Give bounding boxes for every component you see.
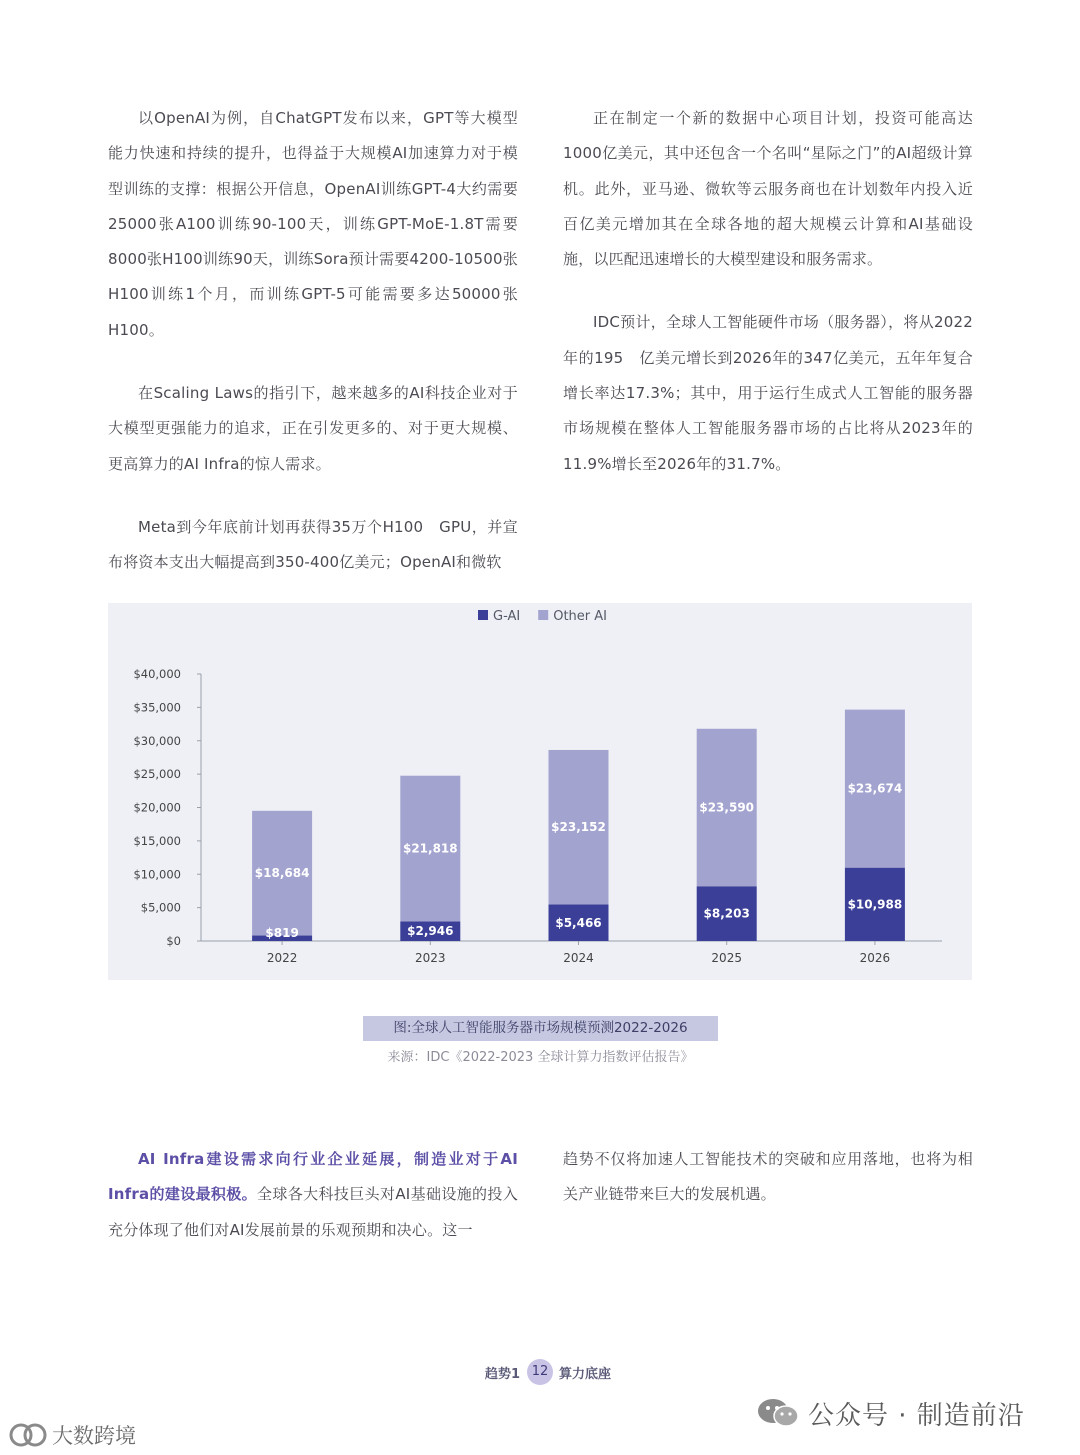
data-label-other-ai: $18,684 (254, 866, 310, 881)
legend-swatch (538, 610, 548, 620)
y-tick-label: $25,000 (133, 767, 181, 782)
paragraph-meta: Meta到今年底前计划再获得35万个H100 GPU，并宣布将资本支出大幅提高到350-400亿美元；OpenAI和微软 (108, 517, 518, 572)
bottom-left-column (108, 1142, 518, 1276)
data-label-g-ai: $819 (265, 926, 299, 940)
legend-label: G-AI (493, 609, 521, 624)
paragraph-ai-infra-rest: 全球各大科技巨头对AI基础设施的投入充分体现了他们对AI发展前景的乐观预期和决心。这一 (108, 1185, 518, 1239)
data-label-other-ai: $23,152 (551, 820, 606, 835)
data-label-g-ai: $2,946 (407, 924, 454, 939)
data-label-other-ai: $23,590 (699, 800, 755, 815)
data-label-g-ai: $10,988 (847, 897, 903, 912)
legend-label: Other AI (553, 609, 607, 624)
page-footer (0, 1358, 1080, 1388)
lead-sentence: AI Infra建设需求向行业企业延展，制造业对于AI Infra的建设最积极。 (108, 1150, 518, 1204)
bottom-right-column (563, 1142, 973, 1241)
footer-chapter-label: 算力底座 (559, 1367, 612, 1382)
paragraph-stargate: 正在制定一个新的数据中心项目计划，投资可能高达 1000亿美元，其中还包含一个名叫“星际之门”的AI超级计算机。此外，亚马逊、微软等云服务商也在计划数年内投入近百亿美元增加其在全球各地的超大规模云计算和AI基础设施，以匹配迅速增长的大模型建设和服务需求。 (563, 109, 989, 269)
footer-section-label: 趋势1 (484, 1367, 520, 1382)
x-tick-label: 2022 (266, 951, 298, 965)
y-tick-label: $20,000 (133, 800, 181, 815)
legend-swatch (478, 610, 488, 620)
paragraph-idc-forecast: IDC预计，全球人工智能硬件市场（服务器），将从2022年的195 亿美元增长到2026年的347亿美元，五年年复合增长率达17.3%；其中，用于运行生成式人工智能的服务器市场规模在整体人工智能服务器市场的占比将从2023年的11.9%增长至2026年的31.7%。 (563, 313, 973, 473)
chart-panel (108, 603, 972, 980)
data-label-other-ai: $21,818 (402, 841, 458, 856)
y-tick-label: $40,000 (133, 667, 181, 681)
y-tick-label: $35,000 (133, 700, 181, 715)
y-tick-label: $10,000 (133, 867, 181, 882)
y-tick-label: $30,000 (133, 733, 181, 748)
brand-logo-icon (8, 1422, 48, 1448)
paragraph-openai: 以OpenAI为例，自ChatGPT发布以来，GPT等大模型能力快速和持续的提升，也得益于大规模AI加速算力对于模型训练的支撑：根据公开信息，OpenAI训练GPT-4大约需要25000张A100训练90-100天，训练GPT-MoE-1.8T需要8000张H100训练90天，训练Sora预计需要4200-10500张H100训练1个月，而训练GPT-5可能需要多达50000张 H100。 (108, 109, 518, 339)
x-tick-label: 2023 (415, 951, 446, 965)
data-label-g-ai: $5,466 (555, 915, 602, 930)
data-label-other-ai: $23,674 (847, 781, 903, 796)
x-tick-label: 2025 (711, 951, 742, 965)
figure-source: 来源：IDC《2022-2023 全球计算力指数评估报告》 (387, 1050, 694, 1065)
figure-caption: 图:全球人工智能服务器市场规模预测2022-2026 (363, 1016, 718, 1041)
left-text-column (108, 101, 518, 609)
y-tick-label: $15,000 (133, 833, 181, 848)
x-tick-label: 2026 (859, 951, 891, 965)
y-tick-label: $0 (166, 934, 181, 948)
paragraph-trend: 趋势不仅将加速人工智能技术的突破和应用落地，也将为相关产业链带来巨大的发展机遇。 (563, 1150, 973, 1204)
right-text-column (563, 101, 989, 510)
source-watermark-text: 大数跨境 (52, 1424, 136, 1448)
wechat-watermark-text: 公众号 · 制造前沿 (808, 1401, 1025, 1431)
x-tick-label: 2024 (563, 951, 594, 965)
paragraph-scaling-laws: 在Scaling Laws的指引下，越来越多的AI科技企业对于大模型更强能力的追求，正在引发更多的、对于更大规模、更高算力的AI Infra的惊人需求。 (108, 384, 518, 473)
page-number: 12 (527, 1359, 553, 1385)
y-tick-label: $5,000 (140, 900, 181, 915)
data-label-g-ai: $8,203 (703, 906, 750, 921)
server-market-chart (108, 603, 972, 980)
paragraph-ai-infra (108, 1142, 518, 1248)
wechat-icon (756, 1397, 800, 1429)
